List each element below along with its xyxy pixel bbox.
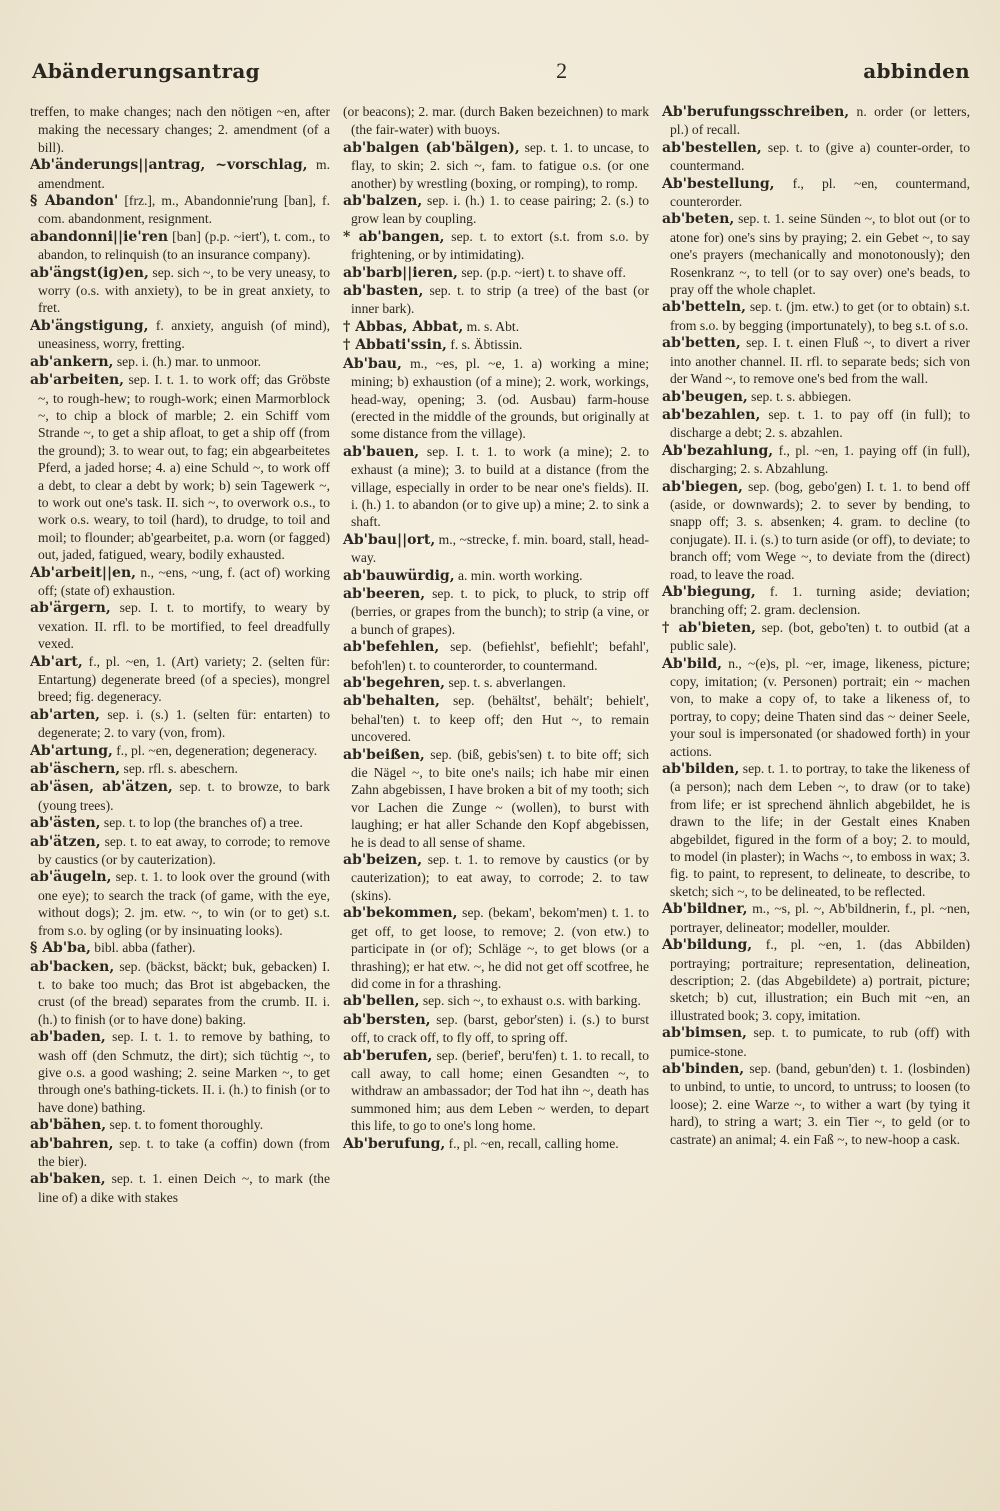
dictionary-entry [30,814,330,832]
column-right [658,103,970,1488]
dictionary-entry [30,317,330,353]
entry-headword: § Abandon' [30,193,119,210]
dictionary-entry [343,139,649,192]
dictionary-entry [30,371,330,563]
entry-definition: f. 1. turning aside; deviation; branching off; 2. gram. declension. [670,583,970,618]
dictionary-entry [343,228,649,264]
entry-headword: Ab'bezahlung, [662,442,774,459]
entry-headword: † ab'bieten, [662,619,757,636]
entry-headword: ab'bellen, [343,993,420,1010]
dictionary-entry [343,1135,649,1153]
dictionary-entry [343,992,649,1010]
dictionary-entry [662,655,970,760]
dictionary-entry [343,531,649,567]
entry-definition: f., pl. ~en, 1. paying off (in full), discharging; 2. s. Abzahlung. [670,442,970,477]
dictionary-entry [343,192,649,228]
entry-definition: [frz.], m., Abandonnie'rung [ban], f. com. abandonment, resignment. [38,193,330,227]
entry-headword: ab'ästen, [30,815,101,832]
dictionary-entry [30,653,330,706]
entry-definition: sep. (barst, gebor'sten) i. (s.) to burst off, to crack off, to fly off, to spring off. [351,1011,649,1046]
entry-definition: sep. i. (h.) mar. to unmoor. [113,353,262,369]
entry-definition: f. anxiety, anguish (of mind), uneasiness, worry, fretting. [38,317,330,352]
entry-definition: sep. (biß, gebis'sen) t. to bite off; sich die Nägel ~, to bite one's nails; ich habe mir einen Zahn abgebissen, I have broken a bit of my tooth; sich vor Lachen die Zunge ~ (wollen), to burst with laughing; er hat aller Schande den Kopf abgebissen, he is dead to all sense of shame. [351,746,649,850]
entry-headword: ab'beugen, [662,388,748,405]
entry-definition: sep. t. to pick, to pluck, to strip off (berries, or grapes from the bunch); to strip (a vine, or a bunch of grapes). [351,585,649,637]
entry-headword: ab'basten, [343,283,424,300]
entry-definition: sep. t. to eat away, to corrode; to remove by caustics (or by cauterization). [38,833,330,868]
entry-headword: ab'beizen, [343,852,423,869]
dictionary-entry [343,355,649,443]
entry-headword: ab'bezahlen, [662,406,761,423]
entry-definition: sep. t. 1. to remove by caustics (or by cauterization); to eat away, to corrode; 2. to taw (skins). [351,852,649,903]
dictionary-entry [662,388,970,406]
dictionary-entry [30,192,330,228]
entry-headword: ab'begehren, [343,675,446,691]
entry-headword: ab'arbeiten, [30,372,125,389]
entry-definition: a. min. worth working. [454,567,583,583]
entry-definition: m. amendment. [38,157,330,191]
entry-headword: Ab'arbeit||en, [30,564,137,581]
entry-headword: Ab'artung, [30,742,113,759]
entry-definition: [ban] (p.p. ~iert'), t. com., to abandon, to relinquish (to an insurance company). [38,228,330,263]
entry-headword: ab'baken, [30,1171,106,1188]
entry-definition: n., ~(e)s, pl. ~er, image, likeness, picture; copy, imitation; (v. Personen) portrait; ein ~ machen von, to make a copy of, to take a likeness of, to portray, to copy; deine Thaten sind das ~ deiner Seele, your soul is impersonated (or shadowed forth) in your actions. [670,655,970,759]
entry-headword: ab'äschern, [30,761,121,778]
dictionary-entry [343,282,649,318]
dictionary-entry [30,742,330,760]
entry-headword: Ab'bau, [343,355,402,372]
entry-definition: sep. t. to lop (the branches of) a tree. [100,815,303,831]
entry-definition: sep. rfl. s. abeschern. [120,761,238,777]
entry-definition: sep. t. to browze, to bark (young trees). [38,779,330,813]
entry-definition: sep. (bog, gebo'gen) I. t. 1. to bend off (aside, or downwards); 2. to sever by bending, to snapp off; 3. s. absenken; 4. gram. to decline (to conjugate). II. i. (s.) to turn aside (or off), to deviate; to branch off; vom Wege ~, to deviate from the (direct) road, to leave the road. [670,478,970,582]
dictionary-entry [30,939,330,957]
dictionary-entry [662,900,970,936]
entry-definition: f., pl. ~en, 1. (Art) variety; 2. (selten für: Entartung) degenerate breed (of a species), mongrel breed; fig. degeneracy. [38,653,330,705]
dictionary-entry [343,851,649,904]
dictionary-entry [662,103,970,139]
entry-headword: ab'äugeln, [30,869,112,886]
entry-definition: sep. t. 1. to uncase, to flay, to skin; 2. sich ~, fam. to fatigue o.s. (or one another) by wrestling (boxing, or romping), to romp. [351,139,649,191]
dictionary-entry [343,336,649,354]
dictionary-entry [662,478,970,583]
dictionary-entry [662,936,970,1024]
entry-definition: m. s. Abt. [463,318,520,334]
dictionary-entry [343,1011,649,1047]
entry-definition: sep. i. (s.) 1. (selten für: entarten) to degenerate; 2. to vary (von, from). [38,706,330,741]
entry-headword: ab'bahren, [30,1135,114,1152]
dictionary-entry [343,103,649,139]
dictionary-entry [662,334,970,387]
dictionary-entry [343,585,649,638]
entry-definition: sep. (band, gebun'den) t. 1. (losbinden) to unbind, to untie, to uncord, to untruss; to loosen (to loose); 2. eine Warze ~, to wither a wart (by tying it hard), to string a wart; 3. ein Tier ~, to geld (or to castrate) an animal; 4. ein Faß ~, to new-hoop a cask. [670,1060,970,1147]
entry-definition: bibl. abba (father). [90,940,196,956]
entry-definition: sep. (berief', beru'fen) t. 1. to recall, to call away, to call home; einen Gesandten ~, to withdraw an ambassador; der Tod hat ihn ~, death has summoned him; aus dem Leben ~ werden, to depart this life, to go to one's long home. [351,1047,649,1134]
dictionary-entry [343,638,649,674]
dictionary-entry [662,139,970,175]
dictionary-entry [662,619,970,655]
entry-headword: ab'bersten, [343,1011,431,1028]
entry-headword: ab'bauen, [343,443,420,460]
entry-definition: sep. t. to pumicate, to rub (off) with pumice-stone. [670,1025,970,1059]
entry-definition: (or beacons); 2. mar. (durch Baken bezeichnen) to mark (the fair-water) with buoys. [343,104,649,138]
entry-headword: Ab'bau||ort, [343,531,436,548]
dictionary-entry [30,228,330,264]
dictionary-entry [30,706,330,742]
entry-headword: ab'berufen, [343,1047,433,1064]
entry-definition: m., ~s, pl. ~, Ab'bildnerin, f., pl. ~nen, portrayer, delineator; modeller, moulder. [670,901,970,935]
dictionary-entry [343,674,649,692]
entry-headword: ab'bähen, [30,1117,107,1134]
entry-definition: sep. I. t. 1. to work (a mine); 2. to exhaust (a mine); 3. to build at a distance (from the village, especially in order to be near one's fields). II. i. (h.) 1. to abandon (or to give up) a mine; 2. to sink a shaft. [351,443,649,530]
dictionary-entry [662,583,970,619]
dictionary-entry [343,443,649,531]
dictionary-entry [343,1047,649,1135]
entry-headword: ab'ätzen, [30,833,101,850]
entry-definition: sep. (befiehlst', befiehlt'; befahl', befoh'len) t. to counterorder, to countermand. [351,639,649,673]
entry-headword: Ab'ängstigung, [30,317,149,334]
entry-definition: sep. t. s. abverlangen. [445,675,566,690]
entry-definition: sep. t. 1. seine Sünden ~, to blot out (or to atone for) one's sins by praying; 2. ein Gebet ~, to say one's prayers (mechanically and monotonously); den Rosenkranz ~, to tell (or to say over) one's beads, to pray off the whole chaplet. [670,211,970,298]
dictionary-entry [30,264,330,317]
dictionary-entry [662,210,970,298]
entry-headword: ab'bilden, [662,761,740,778]
entry-headword: ab'biegen, [662,478,743,495]
entry-definition: f. s. Äbtissin. [446,337,523,353]
entry-headword: ab'äsen, ab'ätzen, [30,779,173,796]
entry-definition: sep. t. (jm. etw.) to get (or to obtain) s.t. from s.o. by begging (importunately), to beg s.t. of s.o. [670,299,970,333]
entry-definition: sep. (bot, gebo'ten) t. to outbid (at a public sale). [670,619,970,654]
entry-headword: † Abbati'ssin, [343,337,447,354]
dictionary-entry [30,778,330,814]
entry-definition: sep. sich ~, to be very uneasy, to worry (o.s. with anxiety), to be in great anxiety, to fret. [38,264,330,316]
entry-headword: Ab'bild, [662,655,723,672]
dictionary-entry [662,760,970,900]
entry-headword: abandonni||ie'ren [30,228,169,245]
running-head-last-word: abbinden [863,59,970,83]
entry-headword: Ab'bestellung, [662,175,775,192]
dictionary-entry [662,175,970,211]
entry-headword: ab'balzen, [343,193,423,210]
entry-definition: treffen, to make changes; nach den nötigen ~en, after making the necessary changes; 2. amendment (of a bill). [30,104,330,155]
entry-definition: sep. I. t. to mortify, to weary by vexation. II. rfl. to be mortified, to feel dreadfully vexed. [38,600,330,652]
dictionary-entry [30,564,330,600]
entry-definition: sep. t. 1. einen Deich ~, to mark (the line of) a dike with stakes [38,1171,330,1205]
entry-headword: ab'baden, [30,1029,106,1046]
entry-definition: sep. (behältst', behält'; behielt', behal'ten) t. to keep off; den Hut ~, to remain uncovered. [351,693,649,745]
entry-headword: Ab'bildung, [662,937,753,954]
column-left [30,103,330,1488]
entry-definition: m., ~strecke, f. min. board, stall, head-way. [351,531,649,566]
entry-headword: Ab'bildner, [662,901,748,918]
entry-definition: sep. t. to (give a) counter-order, to countermand. [670,139,970,174]
running-head-first-word: Abänderungsantrag [32,59,260,83]
entry-headword: ab'bestellen, [662,139,762,156]
dictionary-entry [662,406,970,442]
running-head [32,54,970,88]
dictionary-entry [662,298,970,334]
entry-definition: f., pl. ~en, recall, calling home. [445,1135,619,1151]
dictionary-entry [30,353,330,371]
entry-definition: sep. t. to extort (s.t. from s.o. by frightening, or by intimidating). [351,228,649,263]
entry-definition: sep. I. t. 1. to remove by bathing, to wash off (den Schmutz, the dirt); sich tüchtig ~, to give o.s. a good washing; 2. seine Marken ~, to get through one's bathing-tickets. II. i. (h.) to finish (or to have done) bathing. [38,1029,330,1115]
entry-headword: ab'ängst(ig)en, [30,264,149,281]
dictionary-entry [662,1060,970,1148]
entry-definition: sep. (bekam', bekom'men) t. 1. to get off, to get loose, to remove; 2. (von etw.) to participate in (or of); Schläge ~, to get blows (or a thrashing); er hat etw. ~, he did not get off scotfree, he did come in for a thrashing. [351,905,649,991]
dictionary-entry [30,833,330,869]
entry-headword: Ab'berufung, [343,1135,446,1152]
entry-definition: f., pl. ~en, countermand, counterorder. [670,175,970,210]
entry-headword: ab'bauwürdig, [343,567,455,584]
text-columns [30,103,970,1488]
entry-definition: sep. I. t. einen Fluß ~, to divert a river into another channel. II. rfl. to separate beds; sich von der Wand ~, to remove one's bed from the wall. [670,335,970,387]
entry-headword: ab'ankern, [30,353,114,370]
entry-headword: ab'beißen, [343,746,425,763]
dictionary-entry [343,318,649,336]
entry-definition: sep. t. to strip (a tree) of the bast (or inner bark). [351,283,649,317]
dictionary-entry [30,103,330,156]
entry-headword: ab'bimsen, [662,1025,747,1042]
entry-headword: ab'binden, [662,1060,745,1077]
entry-headword: Ab'berufungsschreiben, [662,104,850,120]
dictionary-entry [30,599,330,652]
entry-headword: ab'bekommen, [343,905,458,922]
entry-definition: n., ~ens, ~ung, f. (act of) working off; (state of) exhaustion. [38,564,330,598]
entry-definition: sep. t. 1. to look over the ground (with one eye); to search the track (of game, with the eye, without dogs); 2. jm. etw. ~, to win (or to get) s.t. from s.o. by ogling (or by insinuating looks). [38,869,330,938]
entry-headword: § Ab'ba, [30,940,91,957]
entry-definition: f., pl. ~en, 1. (das Abbilden) portraying; portraiture; representation, delineation, description; 2. (das Abgebildete) a) portrait, picture; sketch; b) cut, illustration; ein Buch mit ~en, an illustrated book; 3. copy, imitation. [670,937,970,1023]
entry-headword: ab'backen, [30,958,115,975]
page-number: 2 [556,58,568,83]
dictionary-entry [30,958,330,1029]
entry-definition: sep. t. 1. to pay off (in full); to discharge a debt; 2. s. abzahlen. [670,406,970,441]
entry-headword: ab'behalten, [343,693,440,710]
dictionary-entry [343,567,649,585]
dictionary-entry [343,692,649,745]
entry-headword: Ab'art, [30,653,83,670]
entry-definition: sep. i. (h.) 1. to cease pairing; 2. (s.) to grow lean by coupling. [351,193,649,227]
entry-headword: ab'beten, [662,211,735,228]
entry-definition: sep. sich ~, to exhaust o.s. with barking. [419,993,641,1009]
dictionary-entry [30,1135,330,1171]
entry-headword: ab'barb||ieren, [343,264,458,281]
dictionary-entry [30,1028,330,1116]
dictionary-entry [343,746,649,851]
entry-definition: sep. t. to foment thoroughly. [106,1117,264,1133]
entry-definition: sep. t. to take (a coffin) down (from the bier). [38,1135,330,1169]
entry-headword: ab'balgen (ab'bälgen), [343,139,520,156]
entry-definition: n. order (or letters, pl.) of recall. [670,104,970,138]
dictionary-entry [30,1170,330,1206]
dictionary-entry [30,868,330,939]
entry-headword: Ab'biegung, [662,583,756,600]
entry-definition: sep. (bäckst, bäckt; buk, gebacken) I. t. to bake too much; das Brot ist abgebacken, the crust (of the bread) separates from the crumb. II. i. (h.) to finish (or to have done) baking. [38,958,330,1027]
dictionary-entry [662,1024,970,1060]
dictionary-entry [30,760,330,778]
entry-headword: ab'arten, [30,706,101,723]
entry-definition: m., ~es, pl. ~e, 1. a) working a mine; mining; b) exhaustion (of a mine); 2. work, workings, head-way, opening; 3. (od. Ausbau) farm-house (erected in the middle of the grounds, but originally at some distance from the village). [351,355,649,442]
dictionary-entry [30,1116,330,1134]
dictionary-entry [662,442,970,478]
dictionary-entry [343,264,649,282]
entry-headword: ab'betten, [662,335,741,352]
entry-headword: ab'befehlen, [343,639,440,656]
entry-headword: ab'ärgern, [30,600,111,617]
entry-headword: ab'betteln, [662,299,747,316]
entry-headword: † Abbas, Abbat, [343,318,464,335]
column-middle [339,103,649,1488]
entry-definition: sep. t. 1. to portray, to take the likeness of (a person); nach dem Leben ~, to draw (or to take) from life; er ist sprechend ähnlich abgebildet, he is drawn to the life; in der Gestalt eines Knaben abgebildet, figured in the form of a boy; 2. to mould, to model (in plaster); in Wachs ~, to emboss in wax; 3. fig. to paint, to represent, to delineate, to describe, to sketch; sich ~, to be delineated, to be reflected. [670,761,970,899]
dictionary-entry [30,156,330,192]
entry-definition: f., pl. ~en, degeneration; degeneracy. [112,742,318,758]
entry-headword: ab'beeren, [343,585,426,602]
dictionary-entry [343,904,649,992]
entry-definition: sep. (p.p. ~iert) t. to shave off. [457,264,626,280]
entry-definition: sep. t. s. abbiegen. [747,388,852,404]
entry-definition: sep. I. t. 1. to work off; das Gröbste ~, to rough-hew; to rough-work; einen Marmorblock ~, to chip a block of marble; 2. ein Schiff vom Strande ~, to get a ship afloat, to get a ship off (from the ground); 3. to wear out, to fag; ein abgearbeitetes Pferd, a jaded horse; 4. a) eine Schuld ~, to work off a debt, to clear a debt by work; b) sein Tagewerk ~, to work out one's task. II. sich ~, to overwork o.s., to work o.s. weary, to toil (hard), to drudge, to toil and moil; to flounder; ab'gearbeitet, p.a. worn (or fagged) out, jaded, fatigued, weary, bodily exhausted. [38,372,330,563]
entry-headword: * ab'bangen, [343,228,445,245]
entry-headword: Ab'änderungs||antrag, ~vorschlag, [30,157,308,174]
